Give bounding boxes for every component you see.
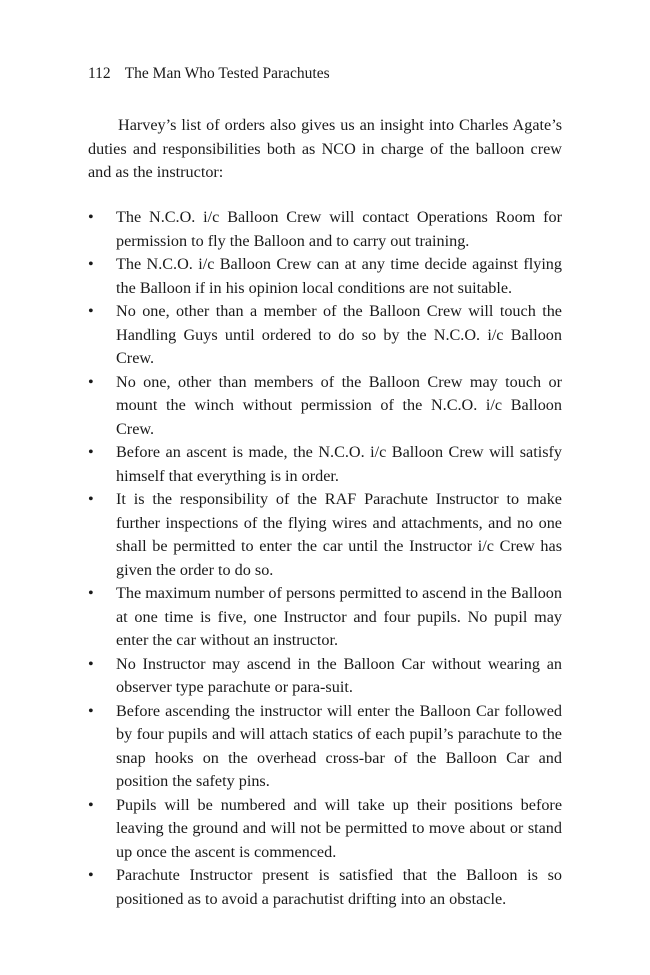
- order-item: [88, 653, 562, 700]
- bullet-icon: •: [88, 866, 94, 884]
- bullet-icon: •: [88, 372, 94, 391]
- order-item: [88, 488, 562, 582]
- order-item: [88, 441, 562, 488]
- page-number: 112: [88, 65, 111, 82]
- running-head: [88, 64, 330, 84]
- order-text: The maximum number of persons permitted to ascend in the Balloon at one time is five, one Instructor and four pupils. No pupil may enter the car without an instructor.: [116, 584, 562, 649]
- order-item: [88, 794, 562, 865]
- order-text: Before ascending the instructor will enter the Balloon Car followed by four pupils and will attach statics of each pupil’s parachute to the snap hooks on the overhead cross-bar of the Balloon Car and position the safety pins.: [116, 701, 562, 790]
- order-item: [88, 253, 562, 300]
- bullet-icon: •: [88, 701, 94, 720]
- order-text: Parachute Instructor present is satisfied that the Balloon is so positioned as to avoid a parachutist drifting into an obstacle.: [116, 866, 562, 908]
- order-text: No Instructor may ascend in the Balloon Car without wearing an observer type parachute or para-suit.: [116, 654, 562, 696]
- order-item: [88, 700, 562, 794]
- bullet-icon: •: [88, 208, 94, 226]
- bullet-icon: •: [88, 490, 94, 508]
- order-item: [88, 864, 562, 911]
- bullet-icon: •: [88, 795, 94, 814]
- order-text: It is the responsibility of the RAF Parachute Instructor to make further inspections of the flying wires and attachments, and no one shall be permitted to enter the car until the Instructor i/c Crew has given the order to do so.: [116, 490, 562, 579]
- book-title: The Man Who Tested Parachutes: [124, 65, 330, 82]
- bullet-icon: •: [88, 302, 94, 320]
- orders-list: [88, 206, 562, 911]
- order-item: [88, 371, 562, 442]
- order-text: No one, other than members of the Balloon Crew may touch or mount the winch without permission of the N.C.O. i/c Balloon Crew.: [116, 372, 562, 438]
- order-text: The N.C.O. i/c Balloon Crew will contact Operations Room for permission to fly the Balloon and to carry out training.: [116, 208, 562, 250]
- order-text: No one, other than a member of the Balloon Crew will touch the Handling Guys until ordered to do so by the N.C.O. i/c Balloon Crew.: [116, 302, 562, 367]
- order-text: The N.C.O. i/c Balloon Crew can at any time decide against flying the Balloon if in his opinion local conditions are not suitable.: [116, 255, 562, 297]
- order-item: [88, 206, 562, 253]
- order-item: [88, 300, 562, 371]
- bullet-icon: •: [88, 584, 94, 602]
- intro-paragraph: Harvey’s list of orders also gives us an insight into Charles Agate’s duties and responsibilities both as NCO in charge of the balloon crew and as the instructor:: [88, 116, 562, 181]
- bullet-icon: •: [88, 443, 94, 461]
- bullet-icon: •: [88, 255, 94, 273]
- order-text: Pupils will be numbered and will take up their positions before leaving the ground and will not be permitted to move about or stand up once the ascent is commenced.: [116, 795, 562, 861]
- order-text: Before an ascent is made, the N.C.O. i/c Balloon Crew will satisfy himself that everything is in order.: [116, 443, 562, 485]
- bullet-icon: •: [88, 654, 94, 673]
- order-item: [88, 582, 562, 653]
